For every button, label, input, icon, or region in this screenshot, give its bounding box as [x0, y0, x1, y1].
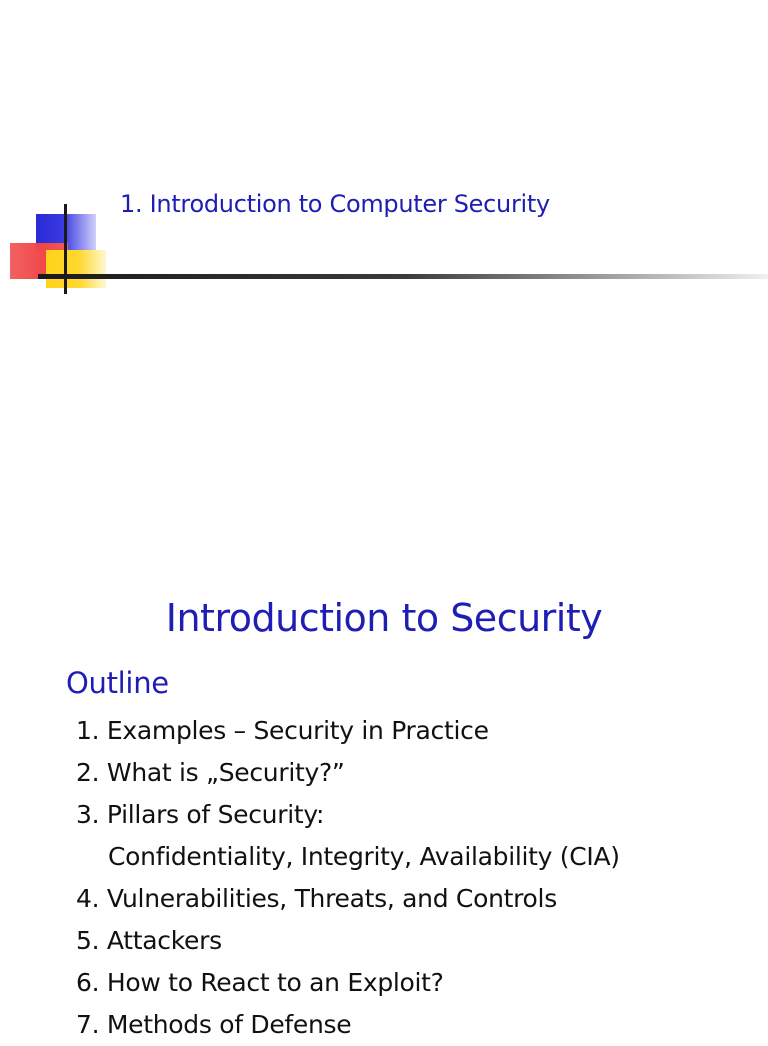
outline-item: 5. Attackers — [76, 926, 222, 955]
outline-slide-title: Introduction to Security — [165, 596, 603, 640]
outline-slide — [0, 560, 768, 1039]
title-slide — [0, 0, 768, 340]
outline-list — [76, 710, 620, 1046]
outline-item: 2. What is „Security?” — [76, 758, 345, 787]
outline-item: 7. Methods of Defense — [76, 1010, 352, 1039]
outline-subitem: Confidentiality, Integrity, Availability (CIA) — [108, 842, 620, 871]
outline-item: 1. Examples – Security in Practice — [76, 716, 489, 745]
outline-item: 6. How to React to an Exploit? — [76, 968, 444, 997]
yellow-square-decoration — [46, 250, 106, 288]
outline-item: 4. Vulnerabilities, Threats, and Controls — [76, 884, 557, 913]
vertical-rule — [64, 204, 67, 294]
outline-heading: Outline — [66, 666, 169, 700]
outline-item: 3. Pillars of Security: — [76, 800, 325, 829]
horizontal-rule — [38, 274, 768, 279]
slide-title: 1. Introduction to Computer Security — [120, 190, 550, 218]
